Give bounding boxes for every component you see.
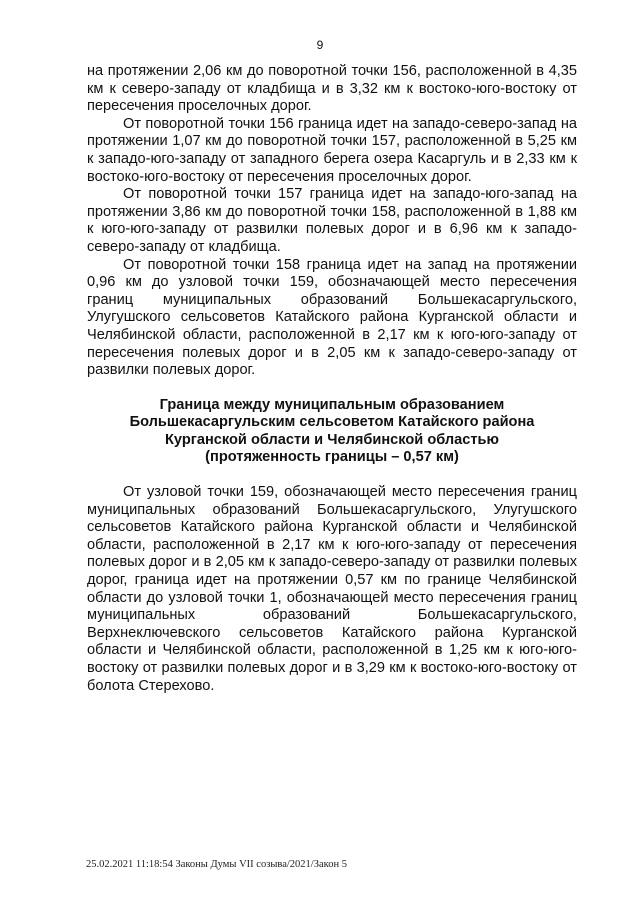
heading-line-1: Граница между муниципальным образованием (159, 396, 505, 413)
paragraph-point-159: От узловой точки 159, обозначающей место пересечения границ муниципальных образований Большекасаргульского, Улугушского сельсоветов Катайского района Курганской области и Челябинской области, расположенной в 2,17 км к юго-юго-западу от пересечения полевых дорог и в 2,05 км к западо-северо-западу от развилки полевых дорог, граница идет на протяжении 0,57 км по границе Челябинской области до узловой точки 1, обозначающей место пересечения границ муниципальных образований Большекасаргульского, Верхнеключевского сельсоветов Катайского района Курганской области и Челябинской области, расположенной в 1,25 км к юго-юго-востоку от развилки полевых дорог и в 3,29 км к востоко-юго-востоку от болота Стерехово. (87, 484, 577, 694)
paragraph-continuation: на протяжении 2,06 км до поворотной точки 156, расположенной в 4,35 км к северо-западу от кладбища и в 3,32 км к востоко-юго-востоку от пересечения проселочных дорог. (87, 63, 577, 115)
heading-line-2: Большекасаргульским сельсоветом Катайского района (129, 414, 535, 431)
paragraph-point-158: От поворотной точки 158 граница идет на запад на протяжении 0,96 км до узловой точки 159, обозначающей место пересечения границ муниципальных образований Большекасаргульского, Улугушского сельсоветов Катайского района Курганской области и Челябинской области, расположенной в 2,17 км к юго-юго-западу от пересечения полевых дорог и в 2,05 км к западо-северо-западу от развилки полевых дорог. (87, 256, 577, 379)
section-heading (87, 397, 577, 467)
heading-line-4: (протяженность границы – 0,57 км) (205, 449, 459, 466)
document-body (87, 63, 577, 695)
page-number: 9 (316, 38, 324, 52)
paragraph-point-156: От поворотной точки 156 граница идет на западо-северо-запад на протяжении 1,07 км до поворотной точки 157, расположенной в 5,25 км к западо-юго-западу от западного берега озера Касаргуль и в 2,33 км к востоко-юго-востоку от пересечения проселочных дорог. (87, 115, 577, 185)
footer-stamp: 25.02.2021 11:18:54 Законы Думы VII созыва/2021/Закон 5 (86, 859, 347, 870)
spacer (87, 467, 577, 484)
heading-line-3: Курганской области и Челябинской областью (165, 431, 499, 448)
paragraph-point-157: От поворотной точки 157 граница идет на западо-юго-запад на протяжении 3,86 км до поворотной точки 158, расположенной в 1,88 км к юго-юго-западу от развилки полевых дорог и в 6,96 км к западо-северо-западу от кладбища. (87, 186, 577, 255)
